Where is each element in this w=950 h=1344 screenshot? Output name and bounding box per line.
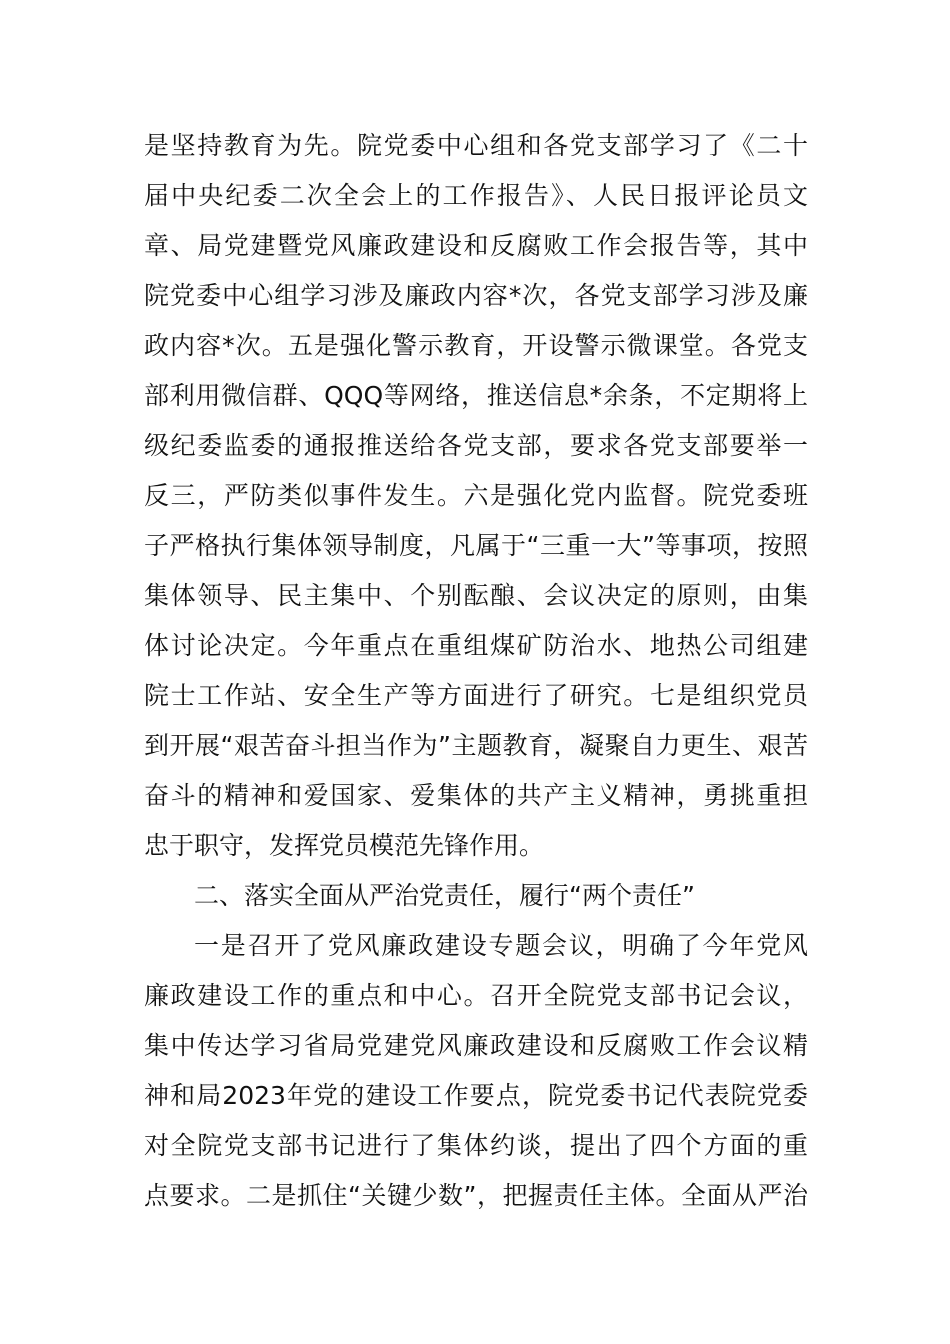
paragraph-section-2 [144,928,808,1228]
text-line: 院党委中心组学习涉及廉政内容*次，各党支部学习涉及廉 [144,281,808,310]
text-line: 部利用微信群、QQQ等网络，推送信息*余条，不定期将上 [144,381,808,410]
text-line: 反三，严防类似事件发生。六是强化党内监督。院党委班 [144,481,808,510]
text-line: 点要求。二是抓住“关键少数”，把握责任主体。全面从严治 [144,1181,808,1210]
text-line: 一是召开了党风廉政建设专题会议，明确了今年党风 [194,931,808,960]
text-line: 章、局党建暨党风廉政建设和反腐败工作会报告等，其中 [144,231,808,260]
section-heading: 二、落实全面从严治党责任，履行“两个责任” [194,881,695,910]
document-body [144,128,808,1228]
text-line: 级纪委监委的通报推送给各党支部，要求各党支部要举一 [144,431,808,460]
text-line: 忠于职守，发挥党员模范先锋作用。 [144,831,545,860]
text-line: 政内容*次。五是强化警示教育，开设警示微课堂。各党支 [144,331,808,360]
text-line: 对全院党支部书记进行了集体约谈，提出了四个方面的重 [144,1131,808,1160]
text-line: 到开展“艰苦奋斗担当作为”主题教育，凝聚自力更生、艰苦 [144,731,808,760]
text-line: 集体领导、民主集中、个别酝酿、会议决定的原则，由集 [144,581,808,610]
text-line: 届中央纪委二次全会上的工作报告》、人民日报评论员文 [144,181,808,210]
text-line: 神和局2023年党的建设工作要点，院党委书记代表院党委 [144,1081,808,1110]
text-line: 奋斗的精神和爱国家、爱集体的共产主义精神，勇挑重担 [144,781,808,810]
text-line: 体讨论决定。今年重点在重组煤矿防治水、地热公司组建 [144,631,808,660]
text-line: 院士工作站、安全生产等方面进行了研究。七是组织党员 [144,681,808,710]
text-line: 廉政建设工作的重点和中心。召开全院党支部书记会议， [144,981,808,1010]
text-line: 是坚持教育为先。院党委中心组和各党支部学习了《二十 [144,131,808,160]
paragraph-continued-section-1 [144,128,808,878]
text-line: 集中传达学习省局党建党风廉政建设和反腐败工作会议精 [144,1031,808,1060]
text-line: 子严格执行集体领导制度，凡属于“三重一大”等事项，按照 [144,531,808,560]
